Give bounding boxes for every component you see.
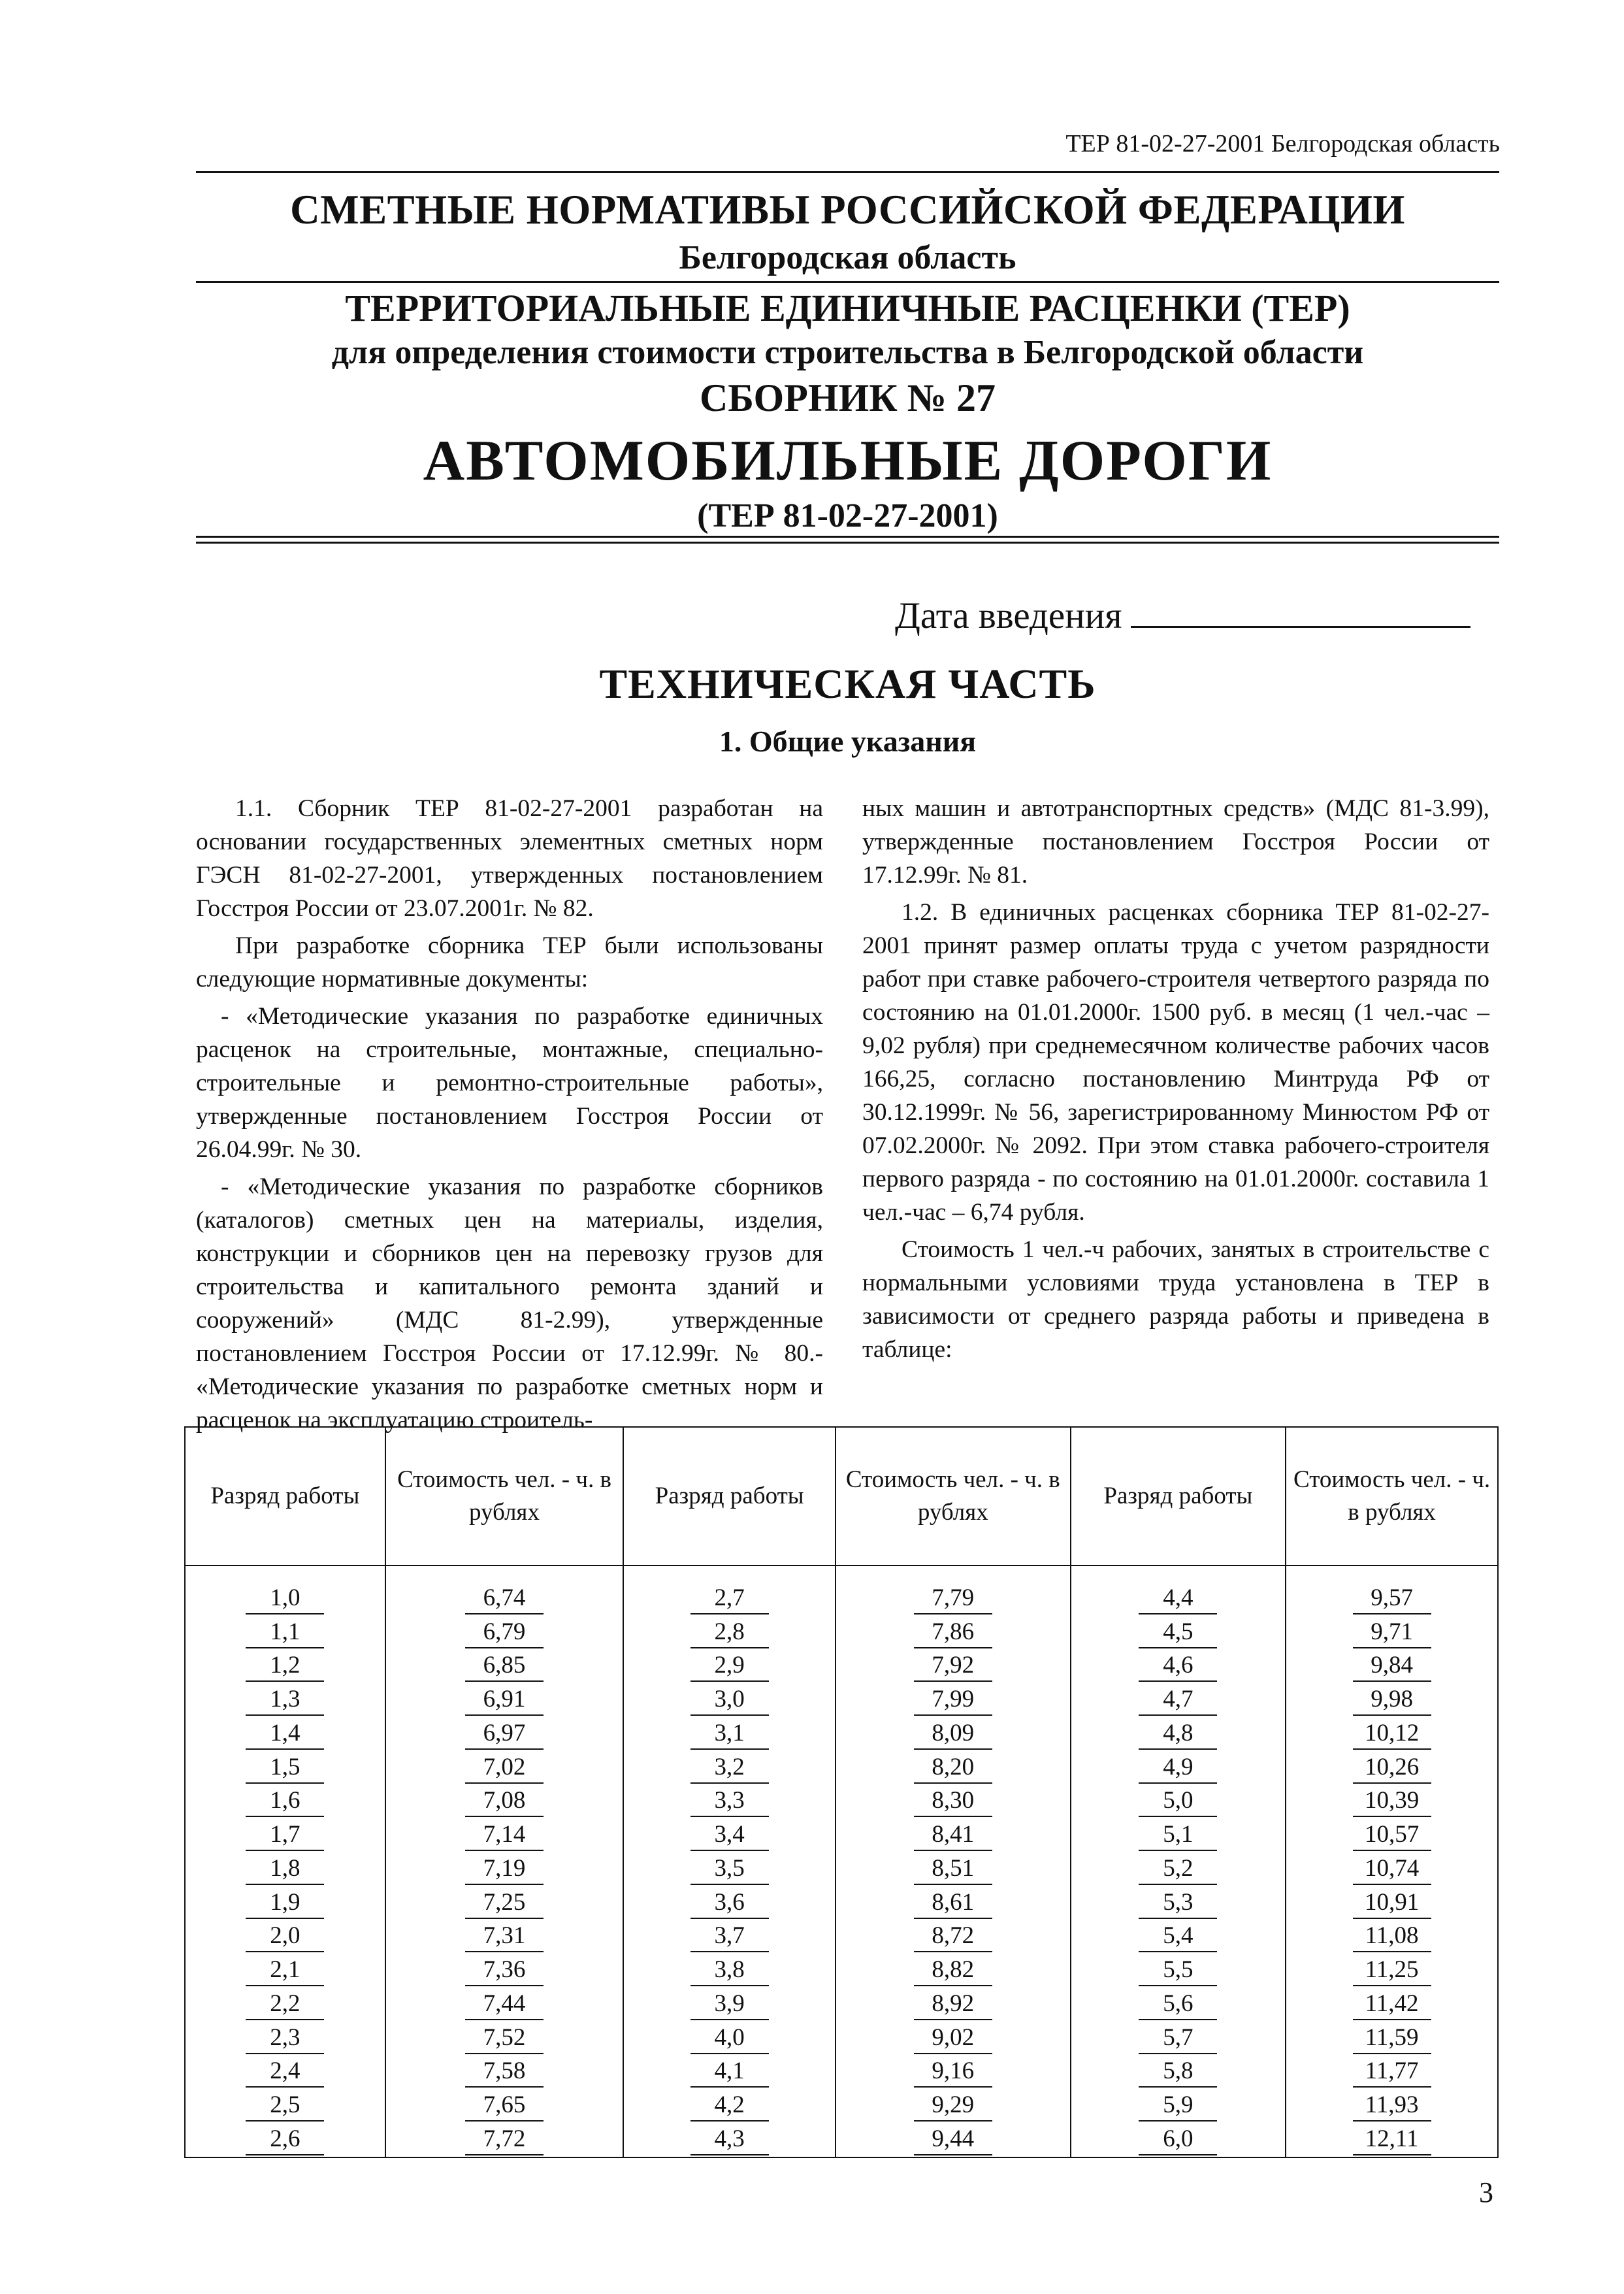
table-row [185,1785,1498,1819]
table-row [185,1717,1498,1751]
table-cell-value: 11,42 [1353,1989,1431,2020]
table-cell-value: 10,26 [1353,1752,1431,1784]
table-cell [385,1751,624,1785]
table-cell-value: 10,57 [1353,1820,1431,1851]
table-row [185,1920,1498,1954]
tech-part-title: ТЕХНИЧЕСКАЯ ЧАСТЬ [599,661,1096,707]
table-cell [623,1683,836,1717]
table-cell-value: 8,72 [914,1921,992,1952]
table-cell [385,1650,624,1684]
table-cell-value: 7,92 [914,1650,992,1682]
table-cell [185,1988,385,2022]
table-row [185,1818,1498,1852]
table-cell-value: 1,9 [246,1888,324,1919]
table-cell-value: 3,0 [690,1684,769,1716]
table-cell [1286,2089,1498,2123]
table-cell [836,1717,1071,1751]
table-cell-value: 3,7 [690,1921,769,1952]
table-cell [836,1616,1071,1650]
table-cell-value: 5,4 [1139,1921,1217,1952]
left-column [196,792,823,1434]
table-gap-row [185,1565,1498,1582]
table-row [185,1751,1498,1785]
table-cell-value: 2,9 [690,1650,769,1682]
table-cell-value: 10,91 [1353,1888,1431,1919]
left-paragraph-1: 1.1. Сборник ТЕР 81-02-27-2001 разработан на основании государственных элементных сметных норм ГЭСН 81-02-27-2001, утвержденных постановлением Госстроя России от 23.07.2001г. № 82. [196,795,823,922]
title-rule-2b [196,542,1499,544]
table-cell [385,1582,624,1616]
right-paragraph-3: Стоимость 1 чел.-ч рабочих, занятых в строительстве с нормальными условиями труда установлена в ТЕР в зависимости от среднего разряда работы и приведена в таблице: [862,1236,1489,1363]
table-cell [1286,1785,1498,1819]
table-row [185,1616,1498,1650]
header-rule [196,171,1499,173]
table-cell-value: 4,6 [1139,1650,1217,1682]
table-cell [623,1582,836,1616]
table-cell-value: 11,25 [1353,1955,1431,1986]
table-header-cell: Разряд работы [1071,1427,1286,1565]
table-cell [1071,1818,1286,1852]
table-cell-value: 7,58 [465,2056,544,2088]
table-cell-value: 2,1 [246,1955,324,1986]
table-cell [385,1818,624,1852]
table-cell-value: 5,8 [1139,2056,1217,2088]
table-row [185,1988,1498,2022]
table-cell-value: 9,02 [914,2023,992,2054]
table-cell-value: 4,9 [1139,1752,1217,1784]
table-cell [1071,2056,1286,2089]
table-cell [185,1920,385,1954]
table-cell [623,1988,836,2022]
table-cell-value: 7,02 [465,1752,544,1784]
table-row [185,2056,1498,2089]
table-cell [385,1988,624,2022]
table-cell [623,1886,836,1920]
table-cell [185,1818,385,1852]
table-header-cell: Стоимость чел. - ч. в рублях [1286,1427,1498,1565]
table-cell-value: 1,1 [246,1617,324,1648]
table-cell [1286,1683,1498,1717]
table-cell [385,2089,624,2123]
table-header-cell: Разряд работы [623,1427,836,1565]
table-cell [185,1852,385,1886]
table-cell [185,1717,385,1751]
table-cell-value: 10,39 [1353,1786,1431,1817]
table-cell-value: 1,0 [246,1583,324,1614]
table-cell [1071,1683,1286,1717]
table-cell [1071,2089,1286,2123]
table-cell-value: 6,97 [465,1718,544,1750]
table-cell [1071,1616,1286,1650]
table-cell [1071,2123,1286,2157]
table-cell [385,1954,624,1988]
table-cell-value: 7,08 [465,1786,544,1817]
table-cell [623,1852,836,1886]
table-row [185,1582,1498,1616]
table-cell-value: 4,2 [690,2090,769,2122]
table-row [185,1650,1498,1684]
title-line-1: СМЕТНЫЕ НОРМАТИВЫ РОССИЙСКОЙ ФЕДЕРАЦИИ [290,187,1405,233]
table-cell [836,2056,1071,2089]
page-number: 3 [1479,2176,1493,2208]
table-cell [623,1650,836,1684]
table-cell-value: 9,29 [914,2090,992,2122]
table-cell [385,1683,624,1717]
right-column [862,792,1489,1370]
table-header-cell: Стоимость чел. - ч. в рублях [836,1427,1071,1565]
table-cell-value: 3,4 [690,1820,769,1851]
table-cell [836,2022,1071,2056]
table-cell [836,1920,1071,1954]
title-line-5: СБОРНИК № 27 [699,376,996,419]
table-cell-value: 7,19 [465,1854,544,1885]
table-cell [623,2022,836,2056]
table-cell [623,1751,836,1785]
table-cell [836,1582,1071,1616]
table-cell [1286,1988,1498,2022]
table-cell-value: 7,36 [465,1955,544,1986]
table-cell [1071,1886,1286,1920]
table-cell-value: 7,52 [465,2023,544,2054]
table-cell-value: 8,92 [914,1989,992,2020]
table-cell [1071,1650,1286,1684]
table-cell [1071,2022,1286,2056]
table-cell [1286,1616,1498,1650]
table-cell-value: 3,3 [690,1786,769,1817]
table-row [185,1886,1498,1920]
table-cell-value: 11,08 [1353,1921,1431,1952]
table-cell-value: 3,9 [690,1989,769,2020]
table-cell-value: 9,84 [1353,1650,1431,1682]
table-cell-value: 3,5 [690,1854,769,1885]
table-cell-value: 5,0 [1139,1786,1217,1817]
table-cell-value: 2,4 [246,2056,324,2088]
table-cell-value: 7,72 [465,2124,544,2155]
table-cell [1071,1582,1286,1616]
table-cell-value: 4,1 [690,2056,769,2088]
table-cell [836,1751,1071,1785]
table-cell-value: 1,6 [246,1786,324,1817]
table-cell-value: 1,2 [246,1650,324,1682]
table-cell-value: 1,5 [246,1752,324,1784]
table-cell-value: 2,6 [246,2124,324,2155]
table-cell [1071,1954,1286,1988]
table-cell-value: 9,98 [1353,1684,1431,1716]
wage-rate-table [184,1426,1499,2158]
table-cell [623,1717,836,1751]
left-paragraph-2: При разработке сборника ТЕР были использованы следующие нормативные документы: [196,932,823,992]
table-header-cell: Разряд работы [185,1427,385,1565]
table-cell [185,2056,385,2089]
table-cell [185,1751,385,1785]
table-cell [385,1717,624,1751]
table-cell [385,2123,624,2157]
table-cell-value: 7,31 [465,1921,544,1952]
table-cell-value: 5,3 [1139,1888,1217,1919]
table-cell-value: 7,86 [914,1617,992,1648]
table-header-cell: Стоимость чел. - ч. в рублях [385,1427,624,1565]
table-cell-value: 7,25 [465,1888,544,1919]
title-line-6: АВТОМОБИЛЬНЫЕ ДОРОГИ [423,429,1273,493]
table-cell [385,2022,624,2056]
table-cell-value: 2,0 [246,1921,324,1952]
table-cell-value: 12,11 [1353,2124,1431,2155]
table-cell [623,1616,836,1650]
table-cell [385,1785,624,1819]
table-cell-value: 8,20 [914,1752,992,1784]
table-cell [623,2123,836,2157]
table-cell-value: 2,2 [246,1989,324,2020]
table-cell [1071,1988,1286,2022]
table-cell-value: 7,79 [914,1583,992,1614]
table-cell [385,1852,624,1886]
title-line-4: для определения стоимости строительства в Белгородской области [331,334,1364,371]
table-cell-value: 3,8 [690,1955,769,1986]
table-cell-value: 1,4 [246,1718,324,1750]
table-cell [185,2123,385,2157]
table-cell [836,1818,1071,1852]
table-cell [623,1818,836,1852]
table-cell [836,1852,1071,1886]
table-cell [836,1785,1071,1819]
table-cell [385,1616,624,1650]
date-label: Дата введения [895,595,1122,636]
table-row [185,1954,1498,1988]
table-cell [185,1582,385,1616]
table-cell-value: 6,91 [465,1684,544,1716]
table-cell-value: 7,99 [914,1684,992,1716]
table-cell [185,2089,385,2123]
title-line-7: (ТЕР 81-02-27-2001) [697,497,998,534]
table-cell [385,2056,624,2089]
table-cell-value: 1,7 [246,1820,324,1851]
table-cell [836,2089,1071,2123]
table-cell-value: 7,44 [465,1989,544,2020]
table-cell-value: 8,82 [914,1955,992,1986]
table-cell-value: 11,59 [1353,2023,1431,2054]
table-cell [836,1988,1071,2022]
table-cell-value: 5,6 [1139,1989,1217,2020]
table-cell [623,2056,836,2089]
table-cell [1286,1818,1498,1852]
title-line-2: Белгородская область [679,239,1016,276]
right-paragraph-2: 1.2. В единичных расценках сборника ТЕР 81-02-27-2001 принят размер оплаты труда с учетом разрядности работ при ставке рабочего-строителя четвертого разряда по состоянию на 01.01.2000г. 1500 руб. в месяц (1 чел.-час – 9,02 рубля) при среднемесячном количестве рабочих часов 166,25, согласно постановлению Минтруда РФ от 30.12.1999г. № 56, зарегистрированному Минюстом РФ от 07.02.2000г. № 2092. При этом ставка рабочего-строителя первого разряда - по состоянию на 01.01.2000г. составила 1 чел.-час – 6,74 рубля. [862,899,1489,1226]
table-cell-value: 9,16 [914,2056,992,2088]
table-row [185,1683,1498,1717]
table-cell-value: 8,30 [914,1786,992,1817]
left-paragraph-4: - «Методические указания по разработке сборников (каталогов) сметных цен на материалы, изделия, конструкции и сборников цен на перевозку грузов для строительства и капитального ремонта зданий и сооружений» (МДС 81-2.99), утвержденные постановлением Госстроя России от 17.12.99г. № 80.- «Методические указания по разработке сметных норм и расценок на эксплуатацию строитель- [196,1173,823,1434]
table-cell [623,1954,836,1988]
table-cell-value: 10,12 [1353,1718,1431,1750]
table-cell [1286,1650,1498,1684]
date-blank [1131,596,1470,628]
table-cell [185,1616,385,1650]
table-cell [1071,1920,1286,1954]
table-cell [836,2123,1071,2157]
left-paragraph-3: - «Методические указания по разработке единичных расценок на строительные, монтажные, специально-строительные и ремонтно-строительные работы», утвержденные постановлением Госстроя России от 26.04.99г. № 30. [196,1003,823,1163]
table-cell [1071,1785,1286,1819]
table-cell-value: 5,5 [1139,1955,1217,1986]
table-cell [1286,1751,1498,1785]
table-cell-value: 3,1 [690,1718,769,1750]
table-cell-value: 4,4 [1139,1583,1217,1614]
table-row [185,2089,1498,2123]
table-cell [1286,2123,1498,2157]
table-cell [185,1650,385,1684]
table-cell-value: 8,61 [914,1888,992,1919]
table-cell-value: 11,77 [1353,2056,1431,2088]
table-cell [185,1683,385,1717]
table-cell [1286,1582,1498,1616]
table-cell [1286,2056,1498,2089]
table-cell-value: 9,71 [1353,1617,1431,1648]
table-cell-value: 11,93 [1353,2090,1431,2122]
table-cell-value: 4,8 [1139,1718,1217,1750]
table-row [185,2123,1498,2157]
table-cell-value: 1,3 [246,1684,324,1716]
table-cell [385,1920,624,1954]
table-cell-value: 3,2 [690,1752,769,1784]
title-line-3: ТЕРРИТОРИАЛЬНЫЕ ЕДИНИЧНЫЕ РАСЦЕНКИ (ТЕР) [345,287,1350,329]
table-cell-value: 7,65 [465,2090,544,2122]
table-body [185,1582,1498,2157]
table-cell-value: 1,8 [246,1854,324,1885]
table-cell-value: 2,8 [690,1617,769,1648]
table-cell-value: 6,74 [465,1583,544,1614]
table-cell [836,1886,1071,1920]
table-cell [1071,1751,1286,1785]
table-cell-value: 9,44 [914,2124,992,2155]
table-cell-value: 8,51 [914,1854,992,1885]
table-cell [623,2089,836,2123]
table-cell [1286,2022,1498,2056]
table-cell-value: 8,41 [914,1820,992,1851]
table-cell-value: 4,0 [690,2023,769,2054]
table-cell [836,1683,1071,1717]
table-cell [185,1785,385,1819]
table-cell [185,1954,385,1988]
table-header-row [185,1427,1498,1565]
table-cell [1286,1954,1498,1988]
table-cell [1071,1852,1286,1886]
table-cell-value: 9,57 [1353,1583,1431,1614]
table-cell [1071,1717,1286,1751]
date-line [895,595,1470,637]
table-cell-value: 5,9 [1139,2090,1217,2122]
table-cell-value: 2,5 [246,2090,324,2122]
running-header: ТЕР 81-02-27-2001 Белгородская область [1065,130,1500,157]
table-cell [1286,1920,1498,1954]
table-cell-value: 5,2 [1139,1854,1217,1885]
table-cell-value: 4,3 [690,2124,769,2155]
table-cell-value: 7,14 [465,1820,544,1851]
table-cell [1286,1886,1498,1920]
table-cell [385,1886,624,1920]
table-cell-value: 5,1 [1139,1820,1217,1851]
table-cell-value: 6,79 [465,1617,544,1648]
title-rule-2a [196,536,1499,538]
table-cell-value: 4,7 [1139,1684,1217,1716]
title-rule-1 [196,281,1499,283]
table-cell [836,1954,1071,1988]
table-cell [185,1886,385,1920]
table-cell-value: 8,09 [914,1718,992,1750]
right-paragraph-1: ных машин и автотранспортных средств» (МДС 81-3.99), утвержденные постановлением Госстроя России от 17.12.99г. № 81. [862,795,1489,889]
table-cell-value: 6,0 [1139,2124,1217,2155]
section-title: 1. Общие указания [719,725,977,758]
table-row [185,1852,1498,1886]
table-cell-value: 10,74 [1353,1854,1431,1885]
table-cell-value: 4,5 [1139,1617,1217,1648]
table-row [185,2022,1498,2056]
table-cell-value: 2,3 [246,2023,324,2054]
table-cell [623,1785,836,1819]
table-cell-value: 6,85 [465,1650,544,1682]
table-cell [623,1920,836,1954]
table-cell [1286,1852,1498,1886]
table-cell [836,1650,1071,1684]
table-cell-value: 3,6 [690,1888,769,1919]
table-cell [1286,1717,1498,1751]
table-cell-value: 5,7 [1139,2023,1217,2054]
table-cell [185,2022,385,2056]
table-cell-value: 2,7 [690,1583,769,1614]
